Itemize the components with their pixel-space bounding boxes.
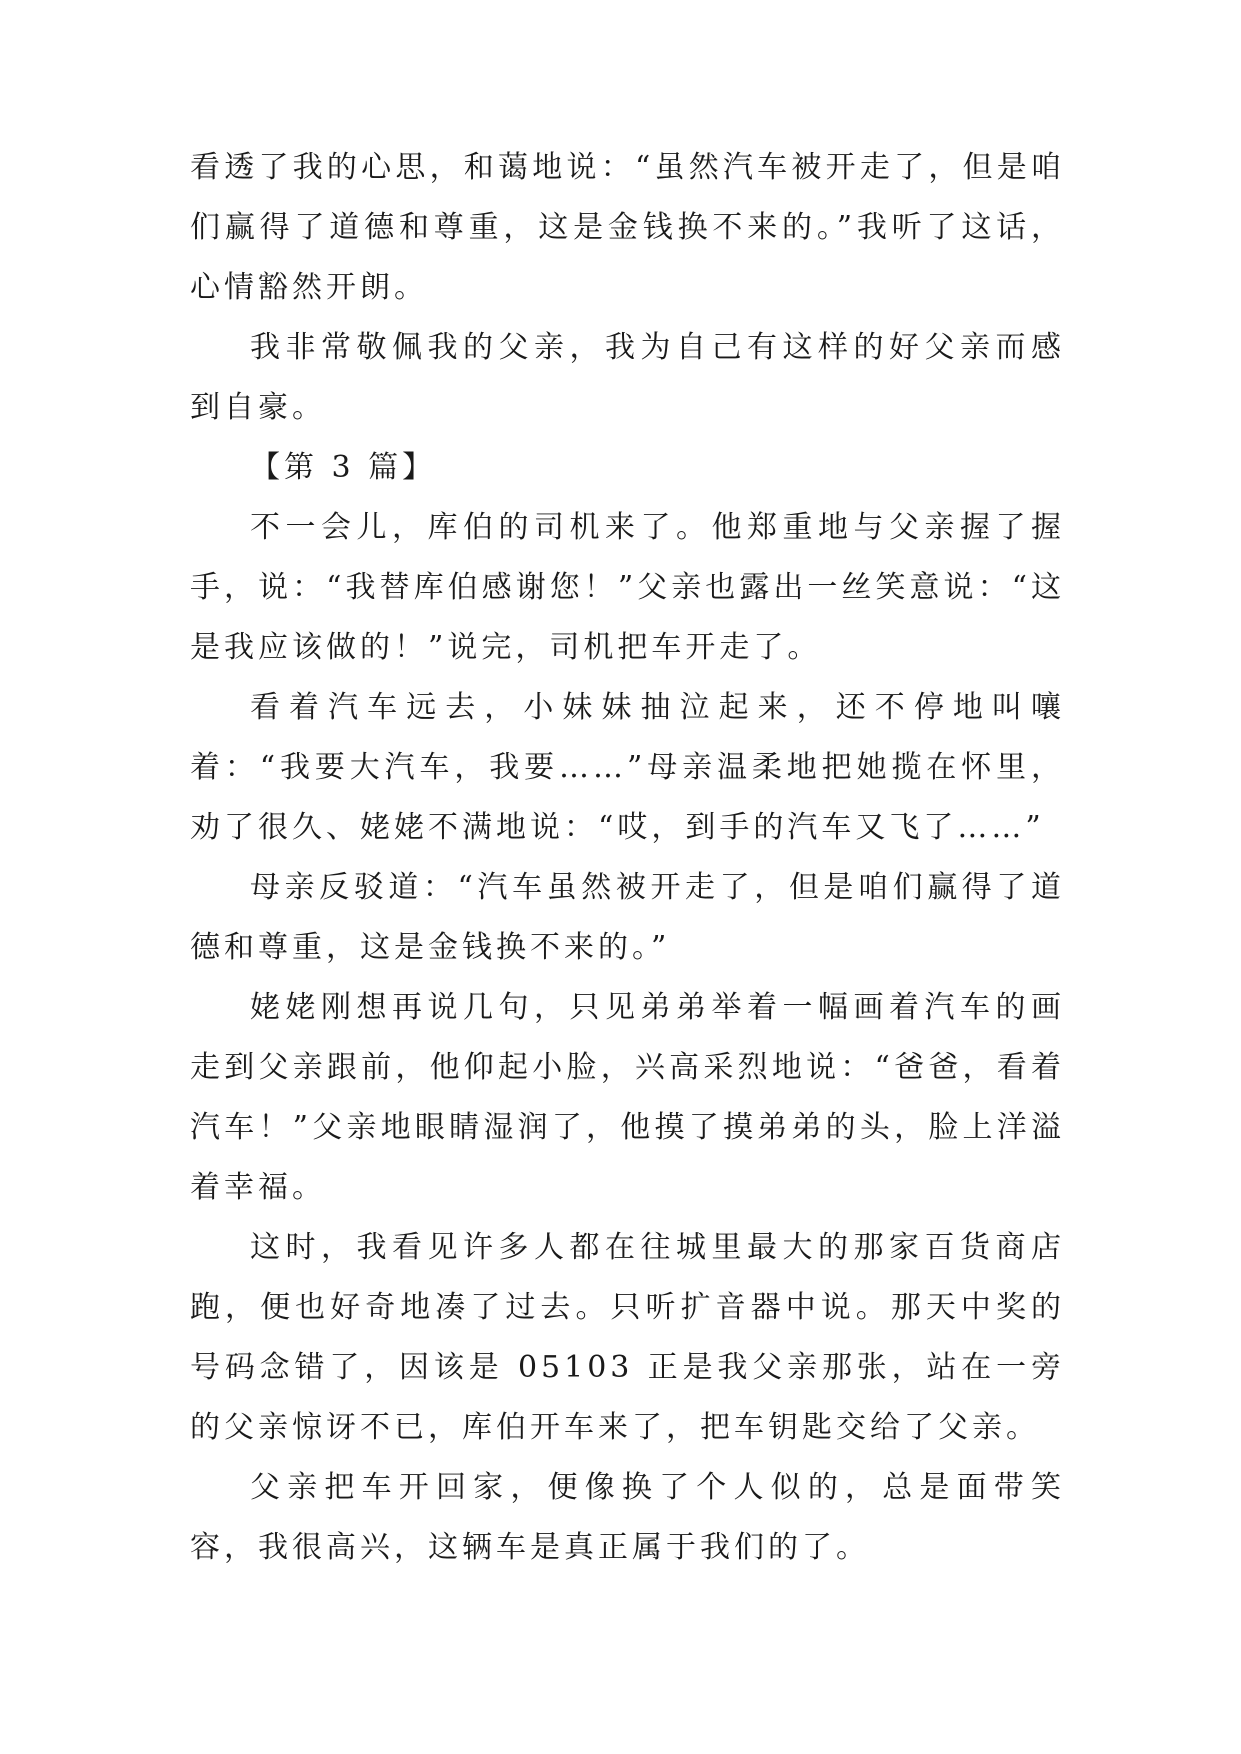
paragraph: 我非常敬佩我的父亲，我为自己有这样的好父亲而感到自豪。 — [190, 330, 1065, 425]
document-page — [190, 138, 1065, 1578]
paragraph: 父亲把车开回家，便像换了个人似的，总是面带笑容，我很高兴，这辆车是真正属于我们的了。 — [190, 1470, 1065, 1565]
paragraph: 这时，我看见许多人都在往城里最大的那家百货商店跑，便也好奇地凑了过去。只听扩音器中说。那天中奖的号码念错了，因该是 05103 正是我父亲那张，站在一旁的父亲惊讶不已，库伯开车来了，把车钥匙交给了父亲。 — [190, 1230, 1065, 1445]
paragraph-continued: 看透了我的心思，和蔼地说：“虽然汽车被开走了，但是咱们赢得了道德和尊重，这是金钱换不来的。”我听了这话，心情豁然开朗。 — [190, 150, 1065, 305]
section-heading: 【第 3 篇】 — [250, 450, 437, 485]
paragraph: 母亲反驳道：“汽车虽然被开走了，但是咱们赢得了道德和尊重，这是金钱换不来的。” — [190, 870, 1065, 965]
paragraph: 姥姥刚想再说几句，只见弟弟举着一幅画着汽车的画走到父亲跟前，他仰起小脸，兴高采烈地说：“爸爸，看着汽车！”父亲地眼睛湿润了，他摸了摸弟弟的头，脸上洋溢着幸福。 — [190, 990, 1065, 1205]
paragraph: 不一会儿，库伯的司机来了。他郑重地与父亲握了握手，说：“我替库伯感谢您！”父亲也露出一丝笑意说：“这是我应该做的！”说完，司机把车开走了。 — [190, 510, 1065, 665]
paragraph: 看着汽车远去，小妹妹抽泣起来，还不停地叫嚷着：“我要大汽车，我要……”母亲温柔地把她揽在怀里，劝了很久、姥姥不满地说：“哎，到手的汽车又飞了……” — [190, 690, 1065, 845]
